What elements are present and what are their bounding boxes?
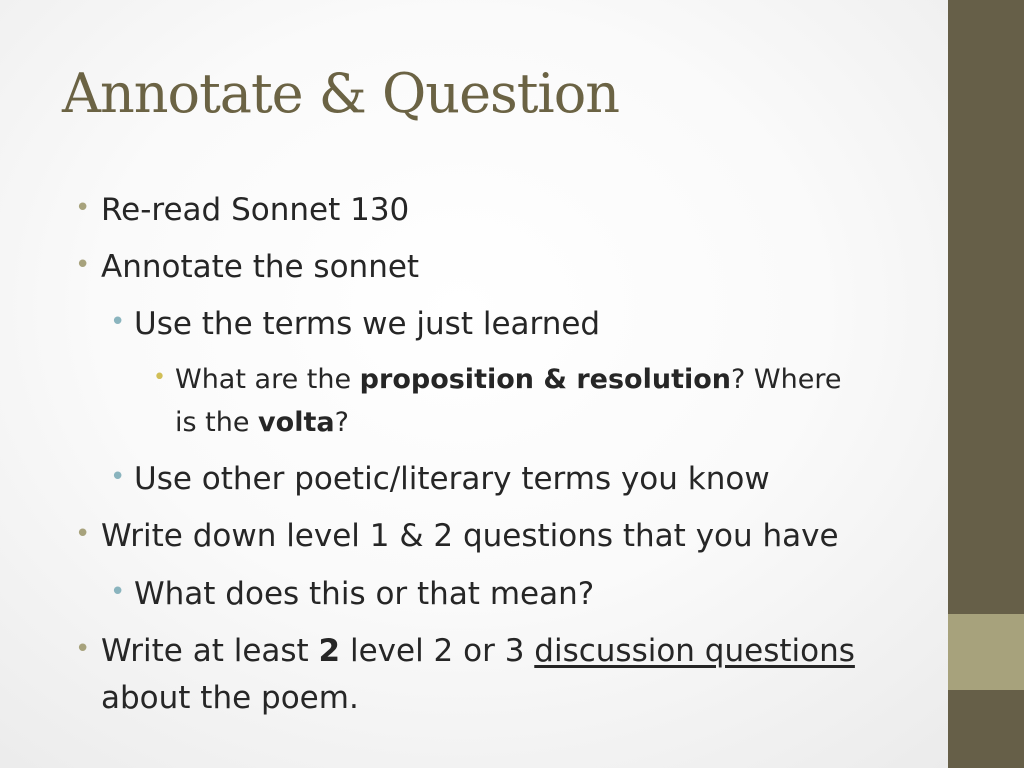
sidebar-accent-block bbox=[948, 614, 1024, 690]
subsubbullet-volta-line: is the volta? bbox=[175, 407, 349, 438]
subbullet-meaning: • What does this or that mean? bbox=[110, 576, 595, 612]
bullet-dot: • bbox=[153, 365, 166, 390]
bullet-dot: • bbox=[110, 462, 126, 492]
subbullet-other-terms: • Use other poetic/literary terms you know bbox=[110, 461, 770, 497]
bullet-dot: • bbox=[110, 577, 126, 607]
subsubbullet-proposition: • What are the proposition & resolution? Where bbox=[153, 364, 842, 395]
bullet-dot: • bbox=[75, 519, 91, 549]
subbullet-terms-learned: • Use the terms we just learned bbox=[110, 306, 601, 342]
bullet-dot: • bbox=[75, 634, 91, 664]
bullet-discussion-line2: about the poem. bbox=[101, 680, 359, 716]
bullet-dot: • bbox=[110, 307, 126, 337]
bullet-reread: • Re-read Sonnet 130 bbox=[75, 192, 410, 228]
bullet-discussion: • Write at least 2 level 2 or 3 discussion questions bbox=[75, 633, 855, 669]
bullet-dot: • bbox=[75, 250, 91, 280]
bullet-annotate: • Annotate the sonnet bbox=[75, 249, 420, 285]
slide-title: Annotate & Question bbox=[62, 62, 619, 125]
bullet-dot: • bbox=[75, 193, 91, 223]
bullet-write-questions: • Write down level 1 & 2 questions that you have bbox=[75, 518, 839, 554]
